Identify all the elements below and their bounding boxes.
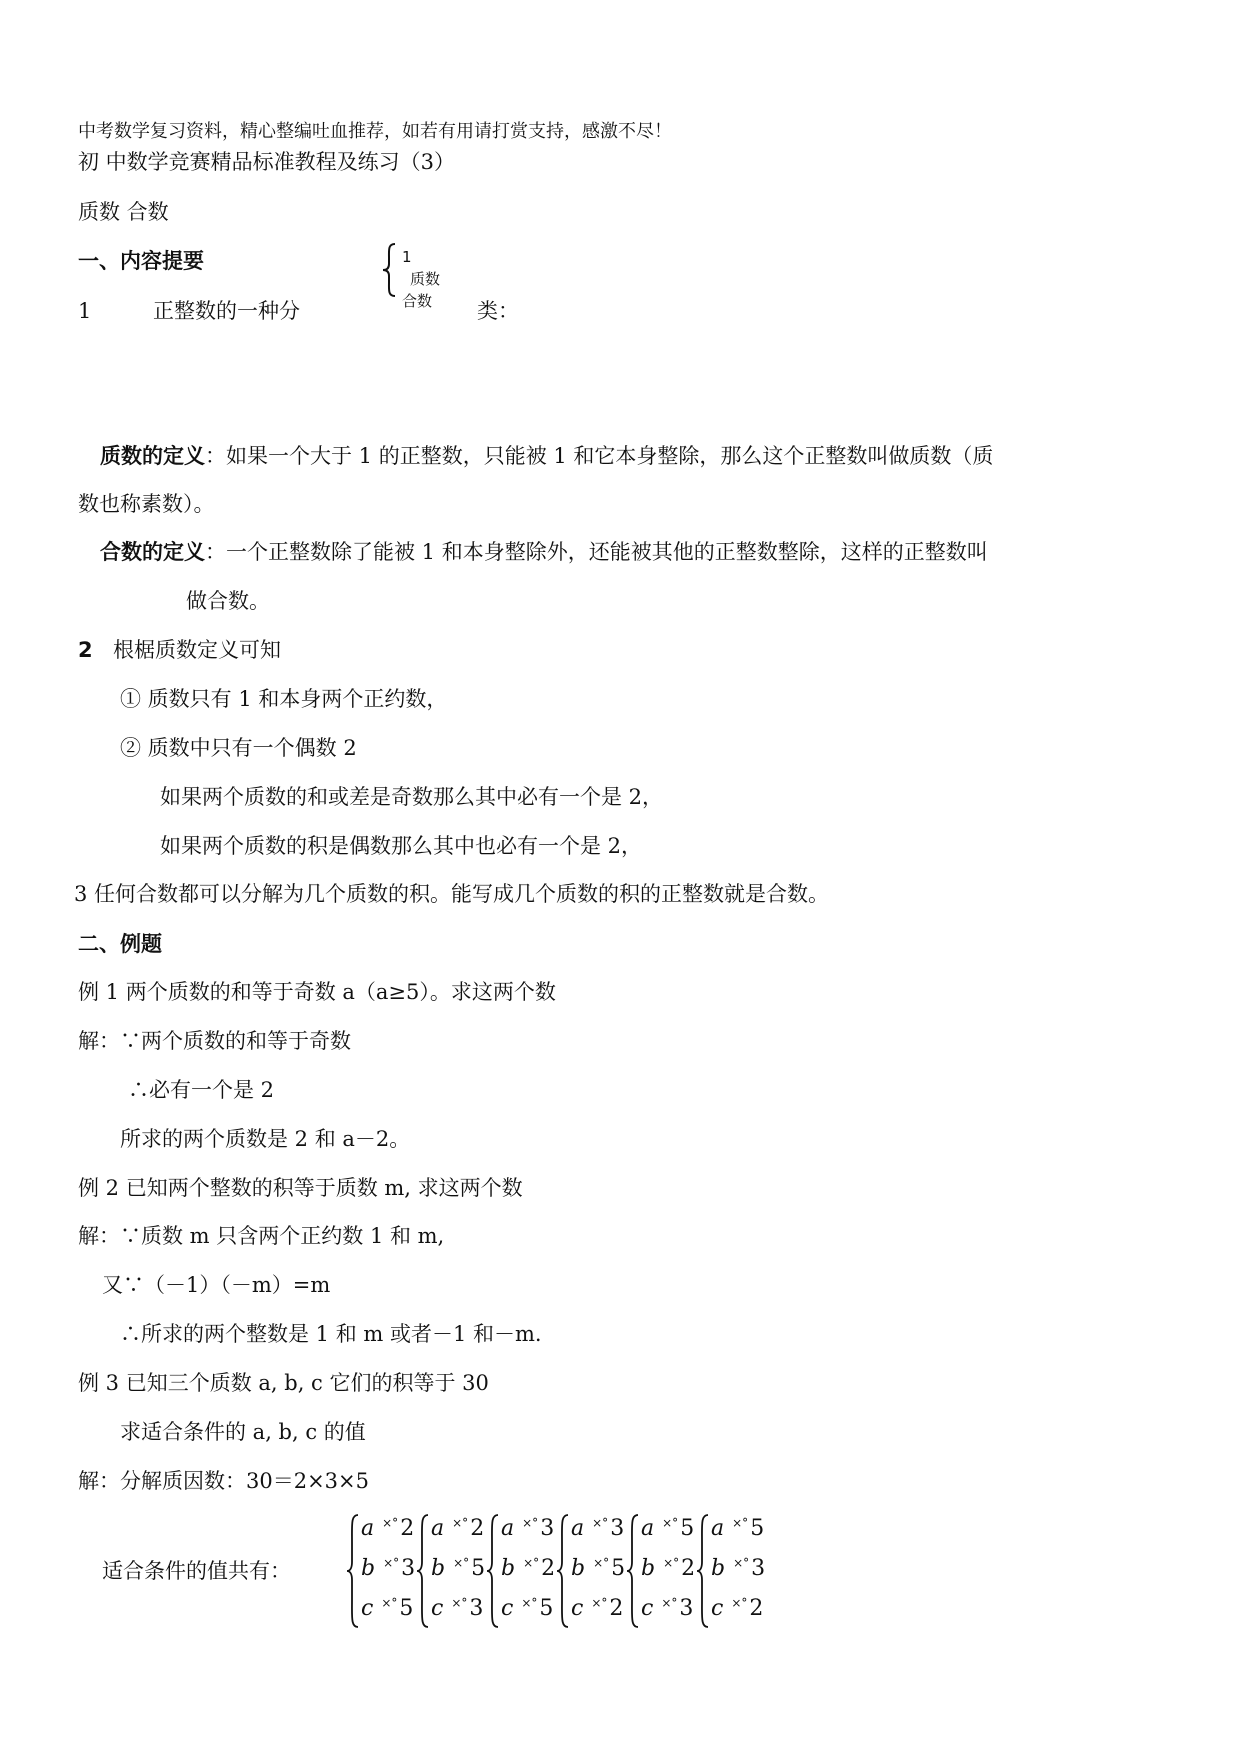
system-row-a: a ×°5 — [711, 1516, 765, 1541]
category-brace-group — [380, 240, 470, 320]
item1-number: 1 — [78, 299, 92, 323]
prime-def-continued: 数也称素数）。 — [78, 492, 215, 516]
item3: 3 任何合数都可以分解为几个质数的积。能写成几个质数的积的正整数就是合数。 — [74, 882, 830, 906]
example3-step1: 解：分解质因数：30＝2×3×5 — [78, 1469, 369, 1493]
point-one: ① 质数只有 1 和本身两个正约数， — [120, 687, 448, 711]
item1-tail: 类： — [477, 299, 519, 323]
example3-question-2: 求适合条件的 a, b, c 的值 — [120, 1420, 366, 1444]
example1-step1: 解：∵两个质数的和等于奇数 — [78, 1029, 351, 1053]
example2-step1: 解：∵质数 m 只含两个正约数 1 和 m, — [78, 1224, 445, 1248]
system-row-b: b ×°3 — [711, 1556, 766, 1581]
solution-system — [415, 1512, 493, 1630]
prime-def-text: ：如果一个大于 1 的正整数，只能被 1 和它本身整除，那么这个正整数叫做质数（质 — [205, 444, 994, 468]
solution-system — [695, 1512, 773, 1630]
system-row-c: c ×°2 — [711, 1596, 764, 1621]
left-brace-icon — [625, 1512, 641, 1630]
example1-question: 例 1 两个质数的和等于奇数 a（a≥5）。求这两个数 — [78, 980, 556, 1004]
system-row-c: c ×°5 — [361, 1596, 414, 1621]
left-brace-icon — [415, 1512, 431, 1630]
doc-title: 初 中数学竞赛精品标准教程及练习（3） — [78, 150, 456, 174]
example2-step3: ∴所求的两个整数是 1 和 m 或者－1 和－m. — [120, 1322, 542, 1346]
section1-heading: 一、内容提要 — [78, 249, 204, 273]
solution-system — [555, 1512, 633, 1630]
left-brace-icon — [695, 1512, 711, 1630]
left-brace-icon — [345, 1512, 361, 1630]
section2-heading: 二、例题 — [78, 932, 162, 956]
topic-title: 质数 合数 — [78, 200, 169, 224]
composite-def-text: ：一个正整数除了能被 1 和本身整除外，还能被其他的正整数整除，这样的正整数叫 — [205, 540, 988, 564]
system-row-c: c ×°5 — [501, 1596, 554, 1621]
point-two-a: 如果两个质数的和或差是奇数那么其中必有一个是 2， — [160, 785, 664, 809]
example1-step2: ∴必有一个是 2 — [128, 1078, 275, 1102]
point-two-b: 如果两个质数的积是偶数那么其中也必有一个是 2， — [160, 834, 643, 858]
system-row-b: b ×°3 — [361, 1556, 416, 1581]
solution-system — [625, 1512, 703, 1630]
item1-text: 正整数的一种分 — [153, 299, 300, 323]
prime-definition — [100, 442, 993, 470]
system-row-c: c ×°2 — [571, 1596, 624, 1621]
system-row-b: b ×°5 — [431, 1556, 486, 1581]
category-one: 1 — [402, 248, 412, 266]
example1-step3: 所求的两个质数是 2 和 a－2。 — [120, 1127, 411, 1151]
system-row-a: a ×°2 — [431, 1516, 485, 1541]
item2-text: 根椐质数定义可知 — [113, 638, 281, 662]
system-row-b: b ×°5 — [571, 1556, 626, 1581]
system-row-a: a ×°2 — [361, 1516, 415, 1541]
composite-definition — [100, 538, 988, 566]
example3-question: 例 3 已知三个质数 a, b, c 它们的积等于 30 — [78, 1371, 489, 1395]
system-row-c: c ×°3 — [641, 1596, 694, 1621]
system-row-a: a ×°5 — [641, 1516, 695, 1541]
promo-line: 中考数学复习资料，精心整编吐血推荐，如若有用请打赏支持，感激不尽！ — [78, 121, 672, 142]
left-brace-icon — [485, 1512, 501, 1630]
prime-def-label: 质数的定义 — [100, 444, 205, 468]
solution-system — [485, 1512, 563, 1630]
left-brace-icon — [555, 1512, 571, 1630]
category-composite: 合数 — [402, 292, 433, 310]
system-row-b: b ×°2 — [501, 1556, 556, 1581]
system-row-b: b ×°2 — [641, 1556, 696, 1581]
left-brace-icon — [380, 240, 400, 300]
example2-question: 例 2 已知两个整数的积等于质数 m, 求这两个数 — [78, 1176, 523, 1200]
category-prime: 质数 — [410, 270, 441, 288]
item2-number: 2 — [78, 638, 93, 662]
solution-system — [345, 1512, 423, 1630]
system-row-a: a ×°3 — [571, 1516, 625, 1541]
composite-def-label: 合数的定义 — [100, 540, 205, 564]
example2-step2: 又∵（－1）（－m）=m — [102, 1273, 331, 1297]
point-two: ② 质数中只有一个偶数 2 — [120, 736, 357, 760]
system-row-a: a ×°3 — [501, 1516, 555, 1541]
composite-def-continued: 做合数。 — [186, 589, 270, 613]
example3-step2: 适合条件的值共有： — [102, 1559, 291, 1583]
system-row-c: c ×°3 — [431, 1596, 484, 1621]
